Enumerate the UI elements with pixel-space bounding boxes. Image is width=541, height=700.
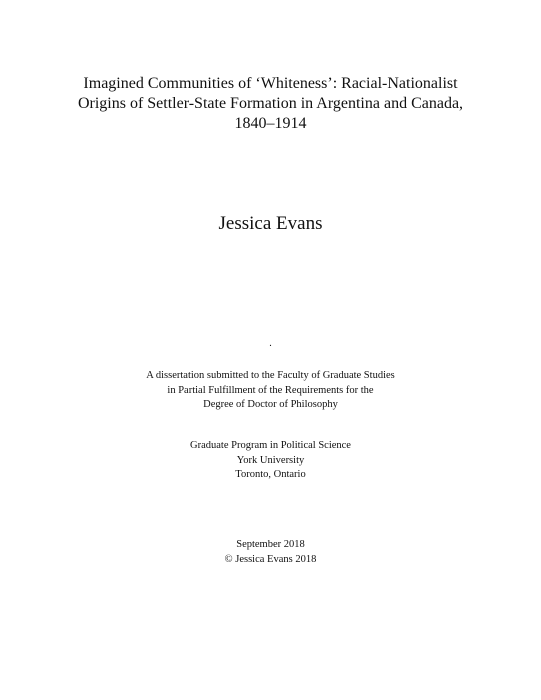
author-name: Jessica Evans: [218, 213, 323, 234]
copyright-notice: © Jessica Evans 2018: [224, 553, 317, 565]
submission-line-2: in Partial Fulfillment of the Requirements for the: [167, 384, 374, 396]
dissertation-title: [0, 74, 541, 134]
submission-line-1: A dissertation submitted to the Faculty of Graduate Studies: [146, 370, 395, 381]
submission-statement: [0, 369, 541, 413]
submission-line-3: Degree of Doctor of Philosophy: [203, 399, 338, 410]
location: Toronto, Ontario: [235, 469, 306, 480]
title-line-3: 1840–1914: [234, 115, 307, 132]
submission-date: September 2018: [236, 539, 305, 550]
program-info: [0, 439, 541, 483]
separator-dot: .: [269, 338, 272, 349]
title-line-1: Imagined Communities of ‘Whiteness’: Racial-Nationalist: [83, 75, 458, 92]
date-copyright: [0, 538, 541, 567]
university-name: York University: [236, 454, 305, 466]
program-name: Graduate Program in Political Science: [190, 440, 351, 451]
title-line-2: Origins of Settler-State Formation in Argentina and Canada,: [77, 95, 464, 112]
